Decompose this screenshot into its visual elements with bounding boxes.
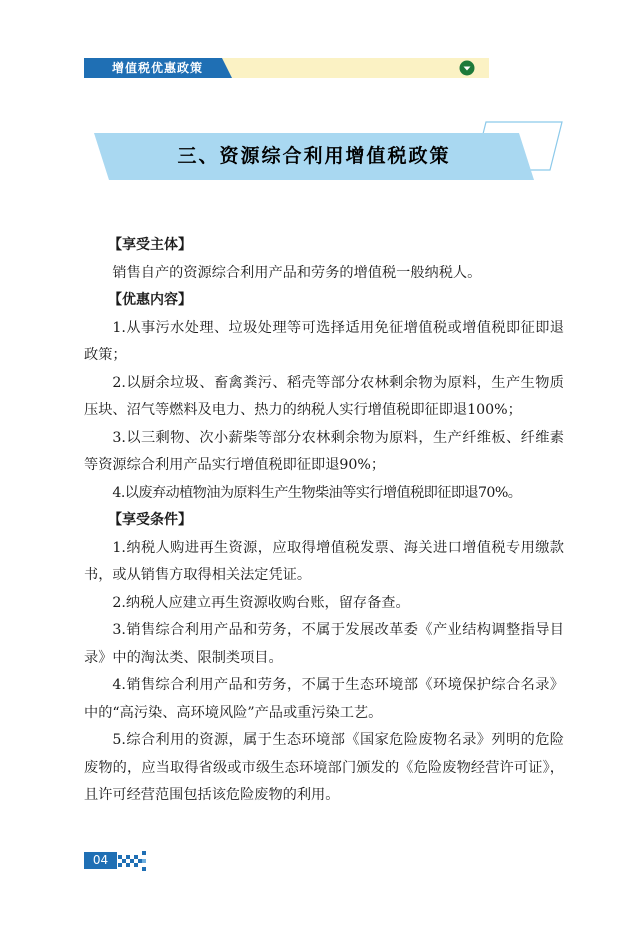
conditions-heading: 【享受条件】: [108, 512, 192, 528]
page-number-checker-decoration: [118, 851, 148, 871]
condition-item: 2.纳税人应建立再生资源收购台账，留存备查。: [112, 594, 410, 611]
condition-item: 3.销售综合利用产品和劳务，不属于发展改革委《产业结构调整指导目录》中的淘汰类、限制类项目。: [84, 622, 564, 666]
subject-heading: 【享受主体】: [108, 237, 192, 253]
benefit-item: 1.从事污水处理、垃圾处理等可选择适用免征增值税或增值税即征即退政策；: [84, 319, 564, 363]
benefit-item: 4.以废弃动植物油为原料生产生物柴油等实行增值税即征即退70%。: [112, 484, 522, 501]
benefits-heading: 【优惠内容】: [108, 292, 192, 308]
section-title: 三、资源综合利用增值税政策: [177, 145, 451, 167]
benefit-item: 2.以厨余垃圾、畜禽粪污、稻壳等部分农林剩余物为原料，生产生物质压块、沼气等燃料及电力、热力的纳税人实行增值税即征即退100%；: [84, 374, 564, 418]
condition-item: 5.综合利用的资源，属于生态环境部《国家危险废物名录》列明的危险废物的，应当取得省级或市级生态环境部门颁发的《危险废物经营许可证》，且许可经营范围包括该危险废物的利用。: [84, 732, 564, 803]
policy-content: [84, 232, 564, 810]
header-title: 增值税优惠政策: [112, 61, 204, 75]
chevron-down-circle-icon: [459, 60, 475, 76]
subject-text: 销售自产的资源综合利用产品和劳务的增值税一般纳税人。: [112, 264, 482, 281]
benefit-item: 3.以三剩物、次小薪柴等部分农林剩余物为原料，生产纤维板、纤维素等资源综合利用产品实行增值税即征即退90%；: [84, 429, 564, 473]
condition-item: 4.销售综合利用产品和劳务，不属于生态环境部《环境保护综合名录》中的“高污染、高环境风险”产品或重污染工艺。: [84, 677, 564, 721]
page-number: 04: [84, 852, 117, 869]
condition-item: 1.纳税人购进再生资源，应取得增值税发票、海关进口增值税专用缴款书，或从销售方取得相关法定凭证。: [84, 539, 564, 583]
